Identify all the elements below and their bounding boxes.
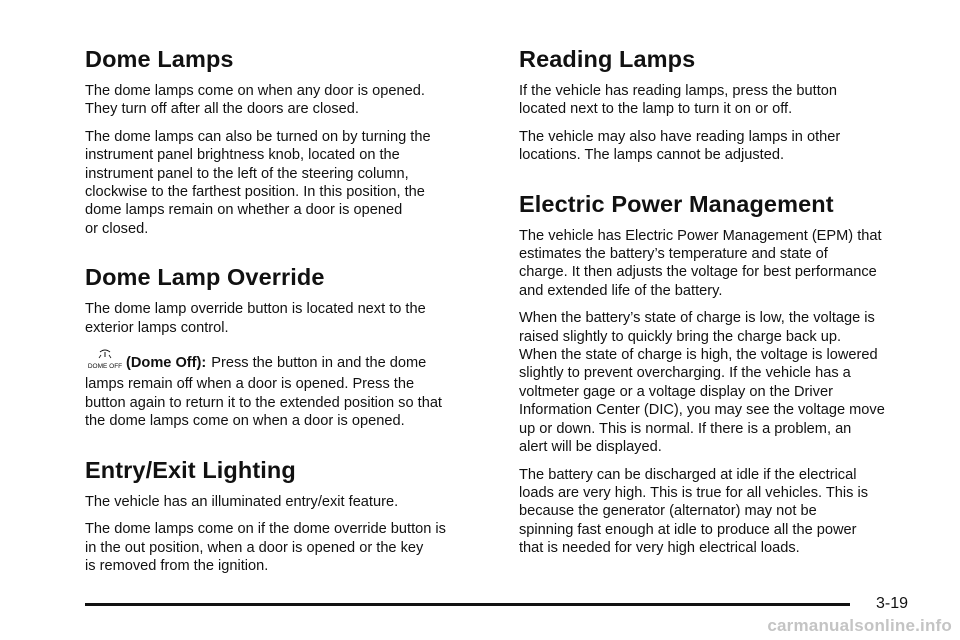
epm-paragraph-3: The battery can be discharged at idle if the electrical loads are very high. This is true for all vehicles. This is because the generator (alternator) may not be spinning fast enough at idle to produce all the power that is needed for very high electrical loads. — [519, 466, 869, 557]
page-number: 3-19 — [876, 595, 909, 612]
heading-electric-power-management: Electric Power Management — [519, 190, 834, 217]
heading-entry-exit-lighting: Entry/Exit Lighting — [85, 456, 296, 483]
svg-text:DOME OFF: DOME OFF — [87, 363, 123, 371]
heading-reading-lamps: Reading Lamps — [519, 46, 696, 72]
dome-off-icon — [85, 349, 125, 371]
reading-lamps-paragraph-2: The vehicle may also have reading lamps in other locations. The lamps cannot be adjusted. — [519, 128, 841, 164]
epm-paragraph-1: The vehicle has Electric Power Management (EPM) that estimates the battery’s temperature and state of charge. It then adjusts the voltage for best performance and extended life of the battery. — [519, 227, 882, 299]
footer-rule — [85, 603, 850, 606]
dome-off-item — [85, 349, 505, 372]
heading-dome-lamp-override: Dome Lamp Override — [85, 264, 325, 291]
heading-dome-lamps: Dome Lamps — [85, 46, 234, 72]
left-column — [85, 44, 505, 584]
dome-lamps-paragraph-1: The dome lamps come on when any door is opened. They turn off after all the doors are closed. — [85, 83, 425, 118]
entry-exit-paragraph-1: The vehicle has an illuminated entry/exit feature. — [85, 493, 399, 510]
epm-paragraph-2: When the battery’s state of charge is low, the voltage is raised slightly to quickly bring the charge back up. When the state of charge is high, the voltage is lowered slightly to prevent overcharging. If the vehicle has a voltmeter gage or a voltage display on the Driver Information Center (DIC), you may see the voltage move up or down. This is normal. If there is a problem, an alert will be displayed. — [519, 310, 885, 456]
watermark: carmanualsonline.info — [767, 616, 952, 635]
dome-off-first-line: Press the button in and the dome — [211, 355, 427, 372]
right-column — [519, 44, 929, 567]
dome-lamps-paragraph-2: The dome lamps can also be turned on by turning the instrument panel brightness knob, located on the instrument panel to the left of the steering column, clockwise to the farthest position. In this position, the dome lamps remain on whether a door is opened or closed. — [85, 128, 431, 237]
dome-off-description: lamps remain off when a door is opened. Press the button again to return it to the extended position so that the dome lamps come on when a door is opened. — [85, 376, 442, 430]
override-paragraph-1: The dome lamp override button is located next to the exterior lamps control. — [85, 301, 426, 336]
reading-lamps-paragraph-1: If the vehicle has reading lamps, press the button located next to the lamp to turn it on or off. — [519, 83, 838, 118]
entry-exit-paragraph-2: The dome lamps come on if the dome override button is in the out position, when a door is opened or the key is removed from the ignition. — [85, 521, 446, 574]
dome-off-title: (Dome Off): — [126, 355, 207, 372]
